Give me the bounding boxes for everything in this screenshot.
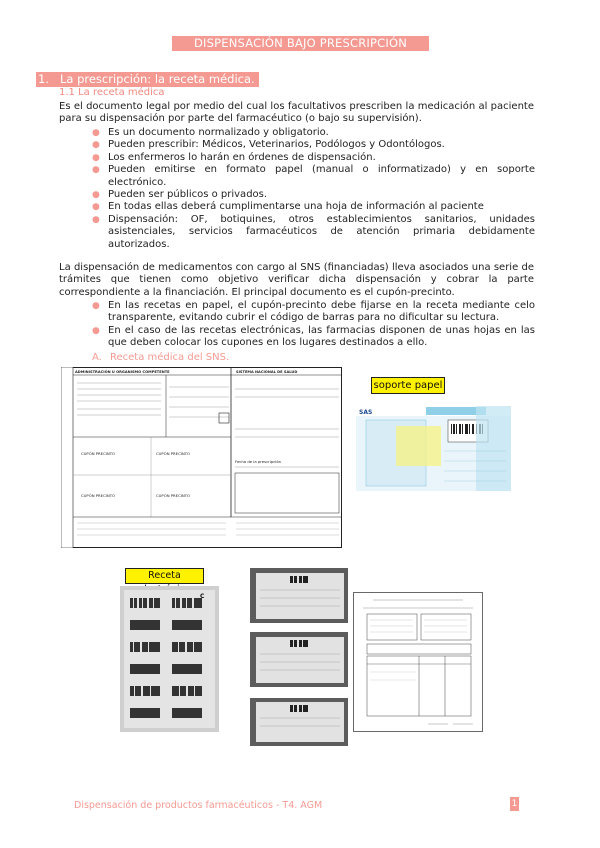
bullet-icon: ● <box>92 202 100 213</box>
svg-text:C: C <box>200 593 205 600</box>
cupon-label-1: CUPÓN PRECINTO <box>81 451 116 456</box>
bullet-icon: ● <box>92 128 100 138</box>
footer-text: Dispensación de productos farmacéuticos - T4. AGM <box>74 800 323 811</box>
subheading-text: Receta médica del SNS. <box>110 352 230 363</box>
list-item: ● En las recetas en papel, el cupón-precinto debe fijarse en la receta mediante celo transparente, evitando cubrir el código de barras para no dificultar su lectura. <box>92 300 535 324</box>
bullet-icon: ● <box>92 325 100 336</box>
cupon-label-2: CUPÓN PRECINTO <box>156 451 191 456</box>
sns-paragraph: La dispensación de medicamentos con cargo al SNS (financiadas) lleva asociados una serie de trámites que tienen como objetivo verificar dicha dispensación y cobrar la parte correspondiente a la financiación. El principal documento es el cupón-precinto. <box>59 262 534 298</box>
e-prescription-document-image <box>353 592 483 732</box>
list-item: ● Los enfermeros lo harán en órdenes de dispensación. <box>92 151 376 163</box>
form-left-header: ADMINISTRACIÓN U ORGANISMO COMPETENTE <box>75 370 170 374</box>
subheading-a <box>92 352 229 363</box>
bullet-list-1 <box>92 127 535 251</box>
list-item: ● Dispensación: OF, botiquines, otros establecimientos sanitarios, unidades asistenciales, servicios farmacéuticos de atención primaria debidamente autorizados. <box>92 213 535 250</box>
bullet-icon: ● <box>92 190 100 201</box>
list-item: ● Pueden prescribir: Médicos, Veterinarios, Podólogos y Odontólogos. <box>92 139 445 151</box>
bullet-icon: ● <box>92 165 100 176</box>
list-item: ● En todas ellas deberá cumplimentarse una hoja de información al paciente <box>92 201 484 213</box>
soporte-papel-label: soporte papel <box>371 377 445 394</box>
card-logo: SAS <box>359 409 373 416</box>
bullet-icon: ● <box>92 152 100 163</box>
receipt-photo-2 <box>250 632 348 687</box>
section-title: La prescripción: la receta médica. <box>59 72 255 86</box>
subheading-letter: A. <box>92 352 102 363</box>
subsection-heading: 1.1 La receta médica <box>59 87 165 98</box>
paper-card-image <box>356 406 511 491</box>
bullet-icon: ● <box>92 301 100 311</box>
list-item: ● Es un documento normalizado y obligatorio. <box>92 127 329 138</box>
intro-paragraph: Es el documento legal por medio del cual los facultativos prescriben la medicación al paciente para su dispensación por parte del farmacéutico (o bajo su supervisión). <box>59 101 534 125</box>
paper-prescription-image <box>61 367 342 548</box>
form-right-header: SISTEMA NACIONAL DE SALUD <box>236 370 298 374</box>
section-number: 1. <box>38 72 49 86</box>
receipt-photo-3 <box>250 698 348 746</box>
list-item: ● Pueden emitirse en formato papel (manual o informatizado) y en soporte electrónico. <box>92 164 535 188</box>
section-heading <box>36 72 259 87</box>
receta-electronica-label: Receta <box>125 568 204 584</box>
bullet-icon: ● <box>92 140 100 151</box>
page-number: 1 <box>511 799 518 809</box>
coupon-sheet-image <box>120 586 219 732</box>
cupon-label-3: CUPÓN PRECINTO <box>81 493 116 498</box>
list-item: ● Pueden ser públicos o privados. <box>92 189 268 201</box>
fecha-label: Fecha de la prescripción <box>235 459 282 464</box>
cupon-label-4: CUPÓN PRECINTO <box>156 493 191 498</box>
bullet-list-2 <box>92 300 535 350</box>
receipt-photo-1 <box>250 568 348 623</box>
list-item: ● En el caso de las recetas electrónicas, las farmacias disponen de unas hojas en las que deben colocar los cupones en los lugares destinados a ello. <box>92 324 535 349</box>
bullet-icon: ● <box>92 214 100 225</box>
page-title: DISPENSACIÓN BAJO PRESCRIPCIÓN <box>172 36 429 51</box>
